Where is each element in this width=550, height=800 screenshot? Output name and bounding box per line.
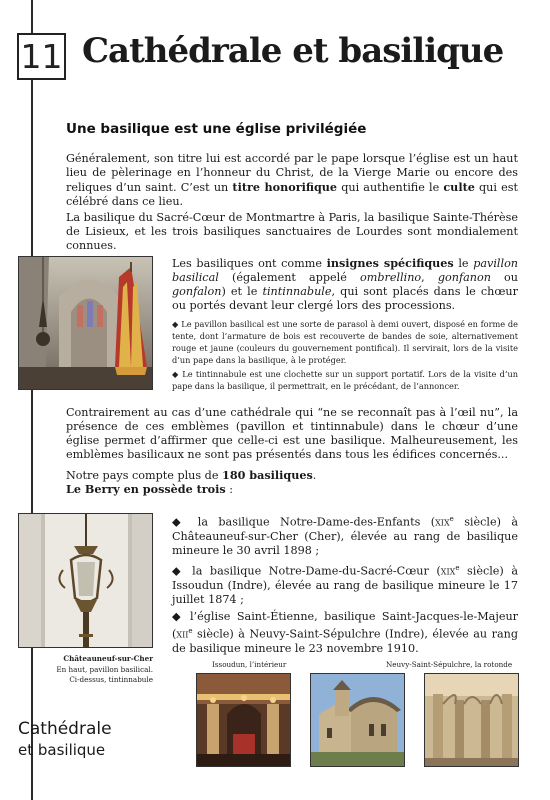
- tintinnabule-photo: [18, 513, 153, 648]
- basilica-item-2: ◆ la basilique Notre-Dame-du-Sacré-Cœur (xix$^e$ siècle) à Issoudun (Indre), élevée au rang de basilique mineure le 17 juillet 1874 ;: [172, 564, 518, 606]
- issoudun-interior-photo: [196, 673, 291, 767]
- caption-neuvy: Neuvy-Saint-Sépulchre, la rotonde: [386, 660, 513, 669]
- caption-issoudun: Issoudun, l’intérieur: [212, 660, 287, 669]
- note-tintinnabule: ◆ Le tintinnabule est une clochette sur un support portatif. Lors de la visite d’un pape dans la basilique, il permettrait, en le précédant, de l’annoncer.: [172, 369, 518, 391]
- insignes-paragraph: Les basiliques ont comme insignes spécifiques le pavillon basilical (également appelé ombrellino, gonfanon ou gonfalon) et le tintinnabule, qui sont placés dans le chœur ou portés devant leur clergé lors des processions.: [172, 256, 519, 312]
- caption-lantern-line-2: En haut, pavillon basilical.: [56, 665, 153, 674]
- basilica-item-1: ◆ la basilique Notre-Dame-des-Enfants (xix$^e$ siècle) à Châteauneuf-sur-Cher (Cher), élevée au rang de basilique mineure le 30 avril 1898 ;: [172, 515, 518, 557]
- page-title: Cathédrale et basilique: [82, 31, 504, 71]
- note-pavilion: ◆ Le pavillon basilical est une sorte de parasol à demi ouvert, disposé en forme de tente, dont l’armature de bois est recouverte de bandes de soie, alternativement rouge et jaune (couleurs du gouvernement pontifical). Il servirait, lors de la visite d’un pape dans la basilique, à le protéger.: [172, 319, 518, 365]
- neuvy-rotonde-photo: [424, 673, 519, 767]
- neuvy-exterior-photo: [310, 673, 405, 767]
- basilica-item-3: ◆ l’église Saint-Étienne, basilique Saint-Jacques-le-Majeur (xii$^e$ siècle) à Neuvy-Saint-Sépulchre (Indre), élevée au rang de basilique mineure le 23 novembre 1910.: [172, 610, 518, 655]
- intro-paragraph-2: La basilique du Sacré-Cœur de Montmartre à Paris, la basilique Sainte-Thérèse de Lisieux, et les trois basiliques sanctuaires de Lourdes sont mondialement connues.: [66, 211, 518, 252]
- caption-lantern-line-3: Ci-dessus, tintinnabule: [69, 675, 153, 684]
- footer-title: Cathédrale: [18, 719, 112, 739]
- footer-subtitle: et basilique: [18, 741, 106, 759]
- chapter-number: 11: [17, 33, 66, 80]
- berry-count: Le Berry en possède trois :: [66, 482, 234, 496]
- pavilion-photo: [18, 256, 153, 390]
- caption-lantern-place: Châteauneuf-sur-Cher: [63, 654, 153, 663]
- section-subtitle: Une basilique est une église privilégiée: [66, 121, 367, 137]
- contrast-paragraph: Contrairement au cas d’une cathédrale qui “ne se reconnaît pas à l’œil nu”, la présence de ces emblèmes (pavillon et tintinnabule) dans le chœur d’une église permet d’affirmer que celle-ci est une basilique. Malheureusement, les emblèmes basilicaux ne sont pas présentés dans tous les édifices concernés...: [66, 406, 518, 461]
- intro-paragraph-1: Généralement, son titre lui est accordé par le pape lorsque l’église est un haut lieu de pèlerinage en l’honneur du Christ, de la Vierge Marie ou encore des reliques d’un saint. C’est un titre honorifique qui authentifie le culte qui est célébré dans ce lieu.: [66, 152, 518, 208]
- basilica-count: Notre pays compte plus de 180 basiliques.: [66, 468, 317, 482]
